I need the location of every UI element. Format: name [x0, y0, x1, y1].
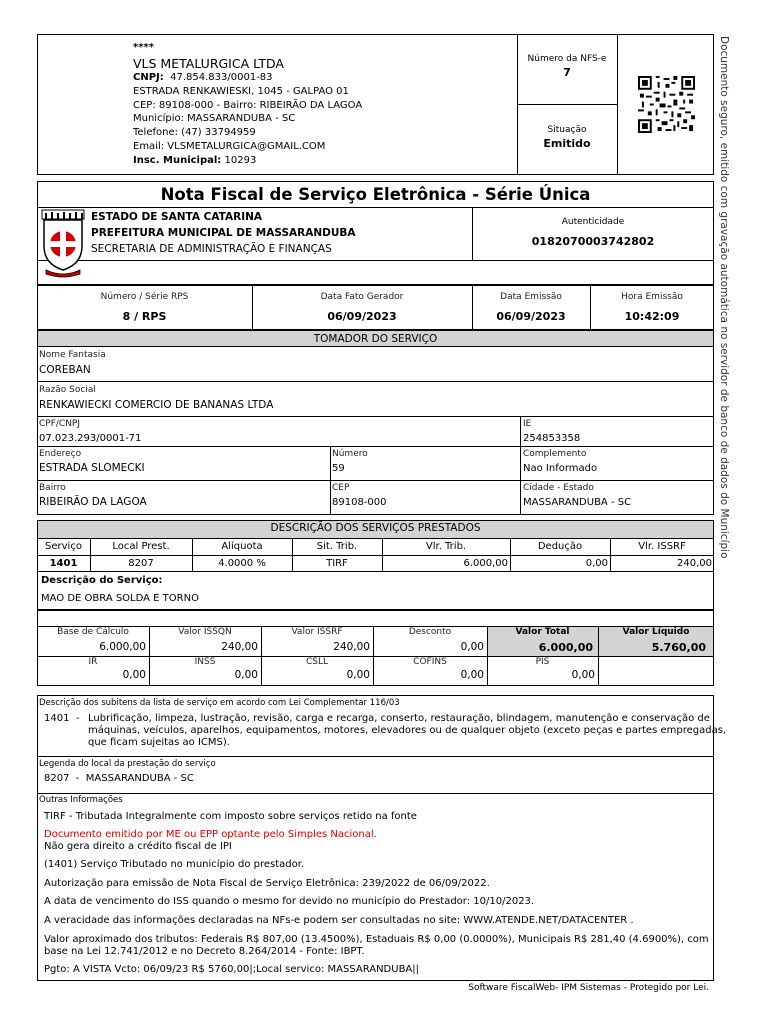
- lbl-valor-issqn: Valor ISSQN: [178, 627, 232, 637]
- divider: [617, 34, 618, 175]
- issuer-telefone: Telefone: (47) 33794959: [133, 127, 256, 138]
- cell-local: 8207: [128, 558, 154, 569]
- servicos-header: DESCRIÇÃO DOS SERVIÇOS PRESTADOS: [270, 522, 481, 534]
- hora-value: 10:42:09: [624, 310, 680, 323]
- col-deducao: Dedução: [537, 541, 583, 552]
- col-servico: Serviço: [45, 541, 82, 552]
- outras-label: Outras Informações: [39, 795, 123, 805]
- val-valor-issrf: 240,00: [333, 641, 370, 653]
- fantasia-label: Nome Fantasia: [39, 350, 106, 360]
- col-vlr-trib: Vlr. Trib.: [425, 541, 467, 552]
- tomador-header: TOMADOR DO SERVIÇO: [313, 333, 438, 345]
- complemento-value: Nao Informado: [523, 463, 598, 474]
- subitem-line: que ficam sujeitas ao ICMS).: [88, 737, 230, 748]
- endereco-label: Endereço: [39, 449, 82, 459]
- ie-value: 254853358: [523, 433, 581, 444]
- info-pgto: Pgto: A VISTA Vcto: 06/09/23 R$ 5760,00|;Local servico: MASSARANDUBA||: [44, 964, 420, 975]
- footer: Software FiscalWeb- IPM Sistemas - Protegido por Lei.: [468, 983, 709, 993]
- fato-value: 06/09/2023: [327, 310, 397, 323]
- numero-value: 59: [332, 463, 345, 474]
- cidade-label: Cidade - Estado: [523, 483, 594, 493]
- col-sit-trib: Sit. Trib.: [316, 541, 358, 552]
- val-valor-issqn: 240,00: [221, 641, 258, 653]
- issuer-cep: CEP: 89108-000 - Bairro: RIBEIRÃO DA LAGOA: [133, 100, 363, 111]
- cell-servico: 1401: [49, 558, 78, 569]
- val-valor-total: 6.000,00: [538, 641, 593, 654]
- subitem-line: máquinas, veículos, aparelhos, equipamentos, motores, elevadores ou de qualquer objeto (exceto peças e partes empregadas,: [88, 725, 727, 736]
- info-ipi: Não gera direito a crédito fiscal de IPI: [44, 841, 232, 852]
- lbl-inss: INSS: [194, 657, 216, 667]
- issuer-stars: ****: [133, 42, 154, 53]
- complemento-label: Complemento: [523, 449, 587, 459]
- secretaria: SECRETARIA DE ADMINISTRAÇÃO E FINANÇAS: [91, 243, 332, 255]
- lbl-valor-liquido: Valor Líquido: [622, 627, 690, 637]
- lbl-csll: CSLL: [305, 657, 329, 667]
- info-simples: Documento emitido por ME ou EPP optante pelo Simples Nacional.: [44, 829, 377, 840]
- emissao-value: 06/09/2023: [496, 310, 566, 323]
- situacao-value: Emitido: [543, 137, 591, 150]
- val-inss: 0,00: [234, 669, 258, 681]
- bairro-label: Bairro: [39, 483, 66, 493]
- lbl-desconto: Desconto: [408, 627, 452, 637]
- estado: ESTADO DE SANTA CATARINA: [91, 211, 263, 223]
- val-desconto: 0,00: [460, 641, 484, 653]
- subitem-dash: -: [76, 713, 80, 724]
- val-cofins: 0,00: [460, 669, 484, 681]
- desc-servico-label: Descrição do Serviço:: [41, 575, 163, 586]
- cep-label: CEP: [332, 483, 350, 493]
- lbl-valor-issrf: Valor ISSRF: [291, 627, 343, 637]
- cell-vlr-trib: 6.000,00: [463, 558, 508, 569]
- val-csll: 0,00: [346, 669, 370, 681]
- autenticidade-value: 0182070003742802: [531, 235, 655, 248]
- nfse-numero-label: Número da NFS-e: [527, 54, 607, 64]
- rps-numero: 8 / RPS: [122, 310, 167, 323]
- legenda-label: Legenda do local da prestação do serviço: [39, 759, 216, 769]
- val-valor-liquido: 5.760,00: [651, 641, 706, 654]
- val-ir: 0,00: [122, 669, 146, 681]
- col-vlr-issrf: Vlr. ISSRF: [638, 541, 686, 552]
- cidade-value: MASSARANDUBA - SC: [523, 497, 632, 508]
- lbl-ir: IR: [88, 657, 98, 667]
- rps-numero-label: Número / Série RPS: [100, 292, 189, 302]
- nfse-numero: 7: [563, 66, 571, 79]
- bairro-value: RIBEIRÃO DA LAGOA: [39, 496, 147, 508]
- val-pis: 0,00: [571, 669, 595, 681]
- lbl-base-calculo: Base de Cálculo: [57, 627, 129, 637]
- numero-label: Número: [332, 449, 368, 459]
- fato-label: Data Fato Gerador: [320, 292, 404, 302]
- page-title: Nota Fiscal de Serviço Eletrônica - Série Única: [160, 185, 591, 204]
- lbl-cofins: COFINS: [413, 657, 447, 667]
- info-tirf: TIRF - Tributada Integralmente com imposto sobre serviços retido na fonte: [44, 811, 417, 822]
- prefeitura: PREFEITURA MUNICIPAL DE MASSARANDUBA: [91, 227, 356, 239]
- issuer-name: VLS METALURGICA LTDA: [133, 56, 284, 71]
- info-tributado: (1401) Serviço Tributado no município do prestador.: [44, 859, 305, 870]
- endereco-value: ESTRADA SLOMECKI: [39, 462, 145, 474]
- razao-value: RENKAWIECKI COMERCIO DE BANANAS LTDA: [39, 399, 274, 411]
- tomador-box: [37, 330, 714, 515]
- razao-label: Razão Social: [39, 385, 96, 395]
- col-aliquota: Alíquota: [221, 541, 263, 552]
- col-local: Local Prest.: [112, 541, 170, 552]
- cpf-label: CPF/CNPJ: [39, 419, 81, 429]
- cpf-value: 07.023.293/0001-71: [39, 433, 142, 444]
- cell-aliquota: 4.0000 %: [218, 558, 266, 569]
- issuer-municipio: Município: MASSARANDUBA - SC: [133, 113, 296, 124]
- lbl-valor-total: Valor Total: [515, 627, 570, 637]
- subitem-code: 1401: [44, 713, 70, 724]
- cell-sit-trib: TIRF: [326, 558, 348, 569]
- legenda-text: 8207 - MASSARANDUBA - SC: [44, 773, 194, 784]
- situacao-label: Situação: [547, 125, 587, 135]
- fantasia-value: COREBAN: [39, 364, 91, 376]
- info-veracidade: A veracidade das informações declaradas na NFs-e podem ser consultadas no site: WWW.ATENDE.NET/DATACENTER .: [44, 915, 634, 926]
- issuer-address: ESTRADA RENKAWIESKI, 1045 - GALPAO 01: [133, 86, 349, 97]
- divider: [517, 104, 617, 105]
- autenticidade-label: Autenticidade: [561, 217, 625, 227]
- val-base-calculo: 6.000,00: [99, 641, 146, 653]
- issuer-email: Email: VLSMETALURGICA@GMAIL.COM: [133, 141, 326, 152]
- issuer-insc: Insc. Municipal: 10293: [133, 155, 257, 166]
- cep-value: 89108-000: [332, 497, 387, 508]
- subitens-label: Descrição dos subitens da lista de serviço em acordo com Lei Complementar 116/03: [39, 698, 400, 708]
- subitem-line: Lubrificação, limpeza, lustração, revisão, carga e recarga, conserto, restauração, blindagem, manutenção e conservação de: [88, 713, 710, 724]
- info-tributos: base na Lei 12.741/2012 e no Decreto 8.264/2014 - Fonte: IBPT.: [44, 946, 365, 957]
- side-notice: Documento seguro, emitido com gravação automática no servidor de banco de dados do Município: [718, 36, 730, 559]
- info-tributos: Valor aproximado dos tributos: Federais R$ 807,00 (13.4500%), Estaduais R$ 0,00 (0.0000%), Municipais R$ 281,40 (4.6900%), com: [44, 934, 709, 945]
- coat-of-arms-icon: [38, 208, 88, 280]
- info-autorizacao: Autorização para emissão de Nota Fiscal de Serviço Eletrônica: 239/2022 de 06/09/2022.: [44, 878, 490, 889]
- cell-deducao: 0,00: [585, 558, 608, 569]
- qr-code-icon: [637, 76, 696, 133]
- lbl-pis: PIS: [535, 657, 550, 667]
- emissao-label: Data Emissão: [500, 292, 562, 302]
- cell-vlr-issrf: 240,00: [677, 558, 712, 569]
- info-vencimento: A data de vencimento do ISS quando o mesmo for devido no município do Prestador: 10/10/2023.: [44, 896, 535, 907]
- ie-label: IE: [523, 419, 532, 429]
- issuer-cnpj: CNPJ: 47.854.833/0001-83: [133, 72, 273, 83]
- desc-servico: MAO DE OBRA SOLDA E TORNO: [41, 593, 199, 604]
- hora-label: Hora Emissão: [621, 292, 683, 302]
